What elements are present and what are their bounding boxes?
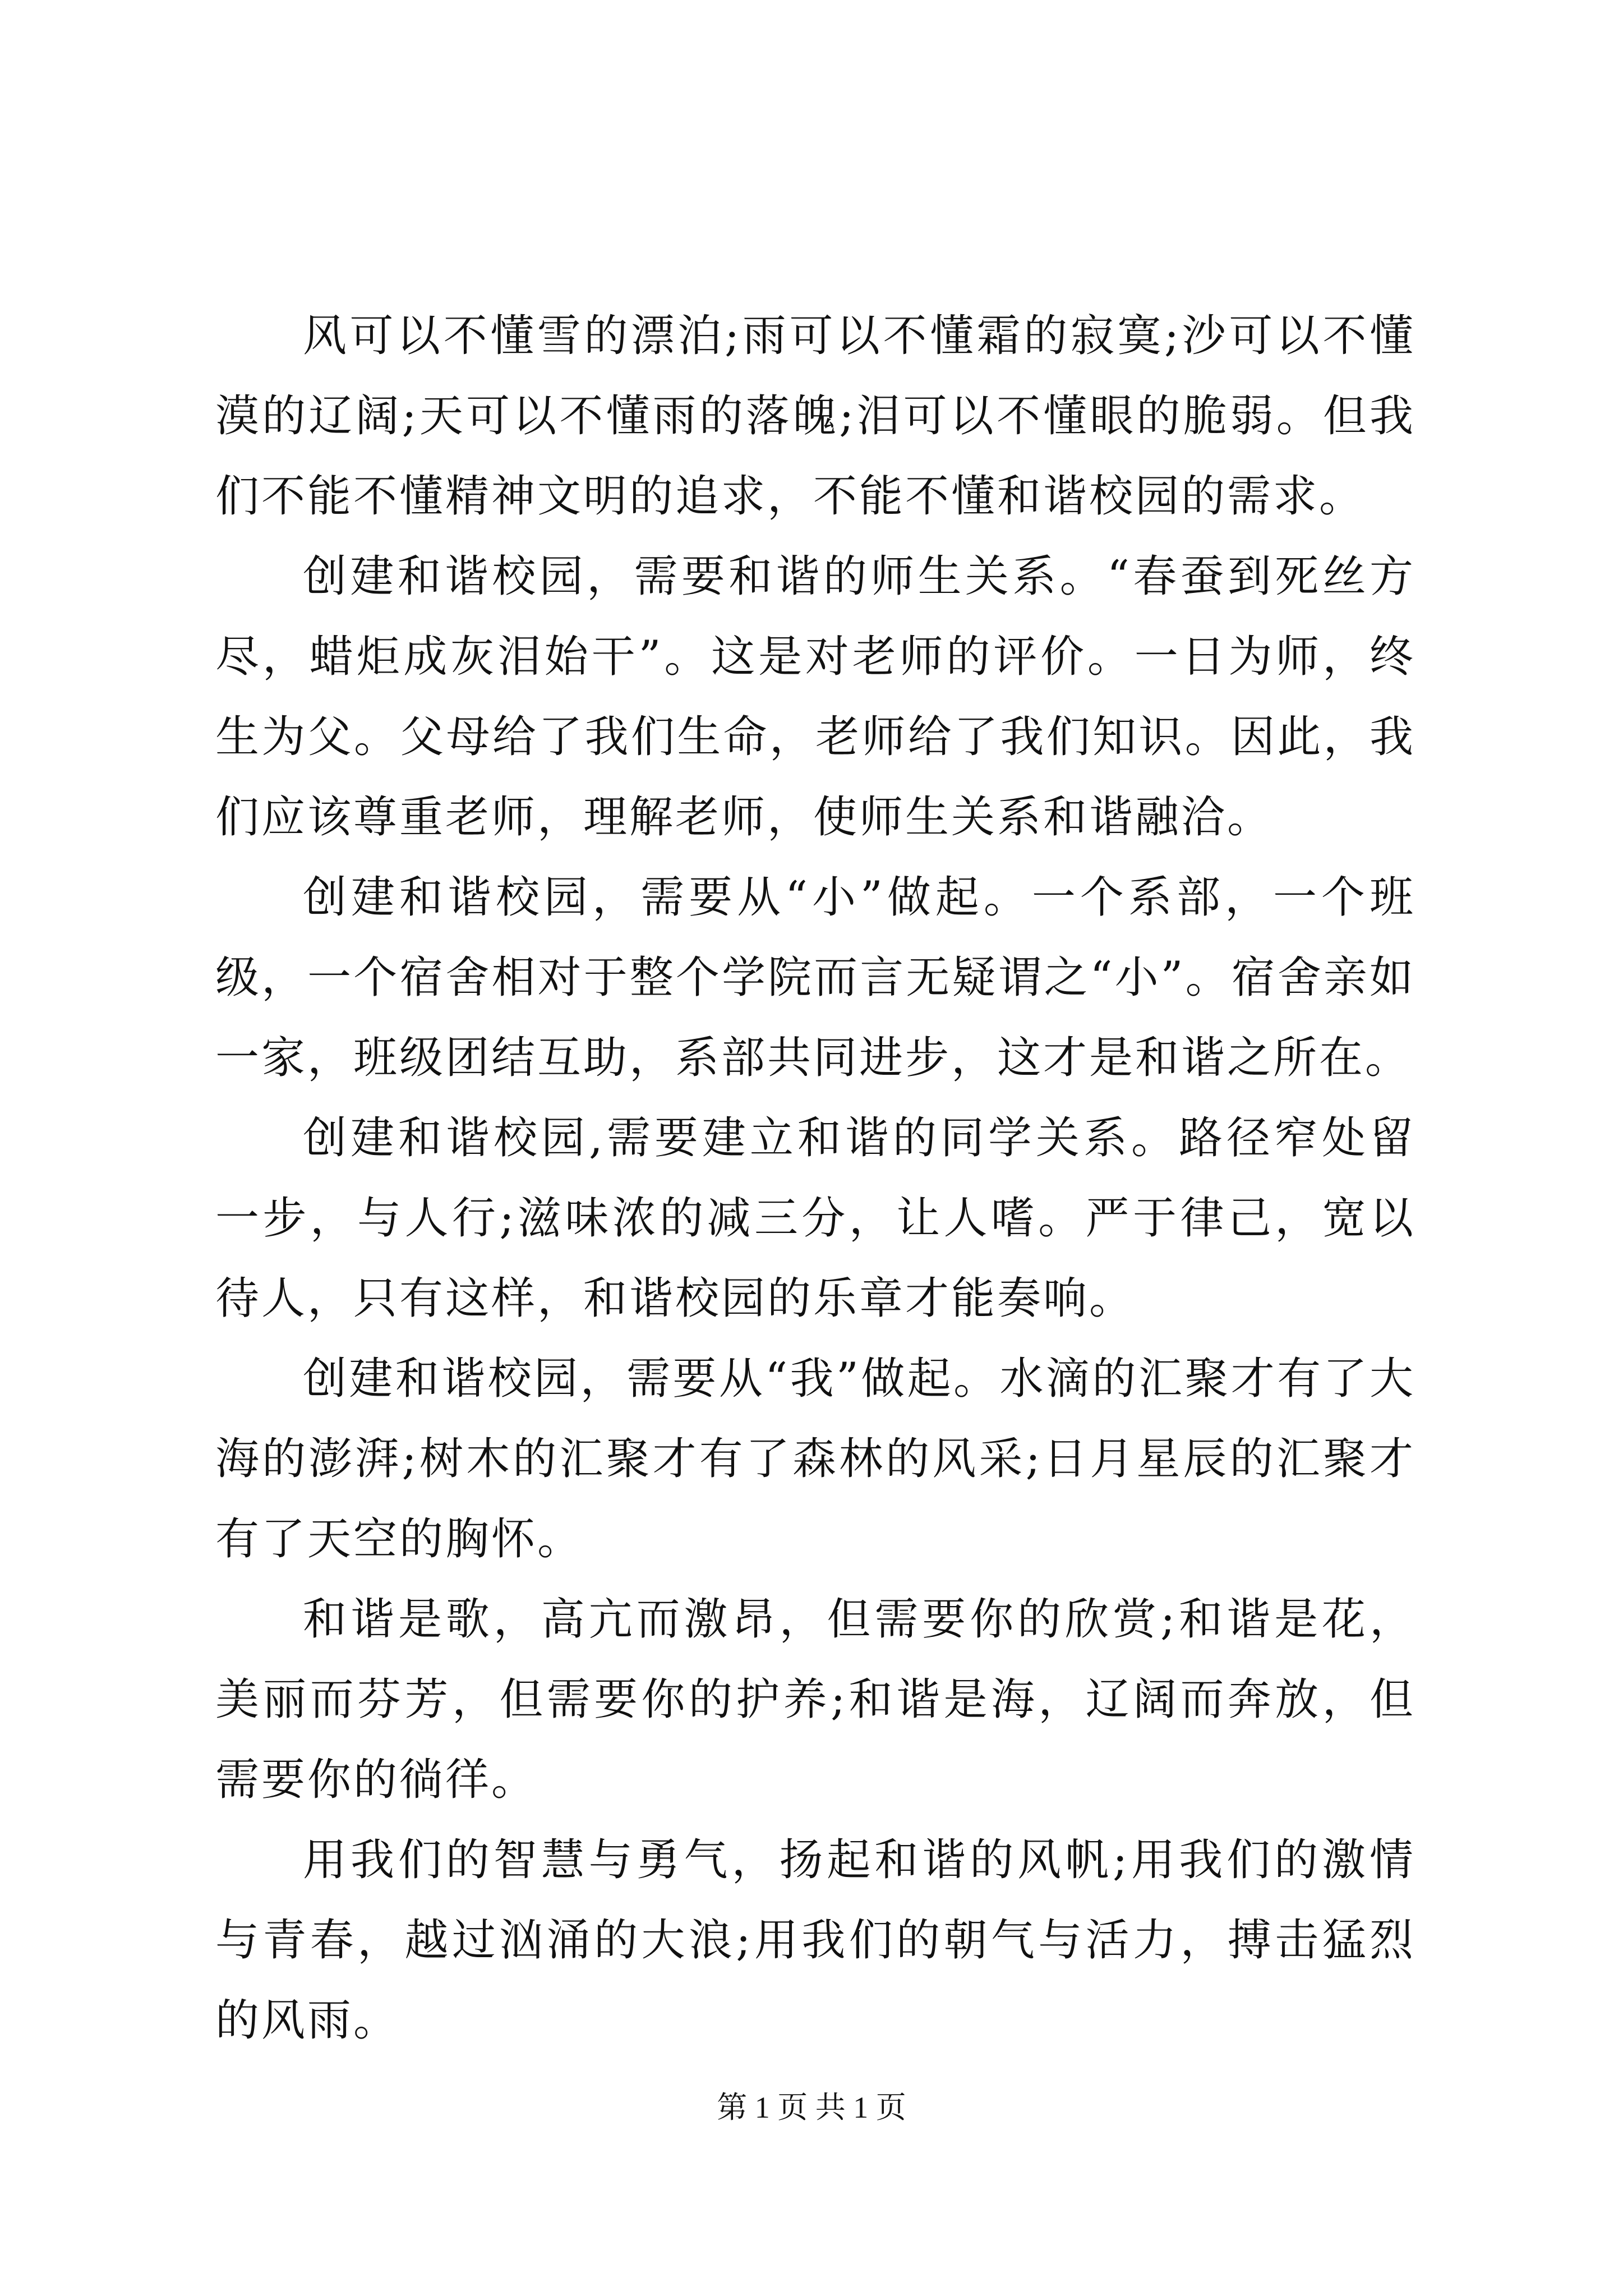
paragraph-3: 创建和谐校园，需要从“小”做起。一个系部，一个班级，一个宿舍相对于整个学院而言无疑谓之“小”。宿舍亲如一家，班级团结互助，系部共同进步，这才是和谐之所在。 [215, 872, 1415, 1083]
paragraph-7: 用我们的智慧与勇气，扬起和谐的风帆;用我们的激情与青春，越过汹涌的大浪;用我们的朝气与活力，搏击猛烈的风雨。 [215, 1835, 1415, 2046]
paragraph-1: 风可以不懂雪的漂泊;雨可以不懂霜的寂寞;沙可以不懂漠的辽阔;天可以不懂雨的落魄;泪可以不懂眼的脆弱。但我们不能不懂精神文明的追求，不能不懂和谐校园的需求。 [215, 311, 1415, 522]
paragraph-4: 创建和谐校园,需要建立和谐的同学关系。路径窄处留一步，与人行;滋味浓的减三分，让人嗜。严于律己，宽以待人，只有这样，和谐校园的乐章才能奏响。 [215, 1113, 1415, 1324]
paragraph-6: 和谐是歌，高亢而激昂，但需要你的欣赏;和谐是花，美丽而芬芳，但需要你的护养;和谐是海，辽阔而奔放，但需要你的徜徉。 [215, 1594, 1415, 1805]
paragraph-5: 创建和谐校园，需要从“我”做起。水滴的汇聚才有了大海的澎湃;树木的汇聚才有了森林的风采;日月星辰的汇聚才有了天空的胸怀。 [215, 1354, 1415, 1565]
paragraph-2: 创建和谐校园，需要和谐的师生关系。“春蚕到死丝方尽，蜡炬成灰泪始干”。这是对老师的评价。一日为师，终生为父。父母给了我们生命，老师给了我们知识。因此，我们应该尊重老师，理解老师，使师生关系和谐融洽。 [215, 551, 1415, 843]
page-number-label: 第 1 页 共 1 页 [717, 2091, 906, 2124]
document-body [215, 296, 1415, 2061]
page-number-footer [0, 2088, 1623, 2127]
